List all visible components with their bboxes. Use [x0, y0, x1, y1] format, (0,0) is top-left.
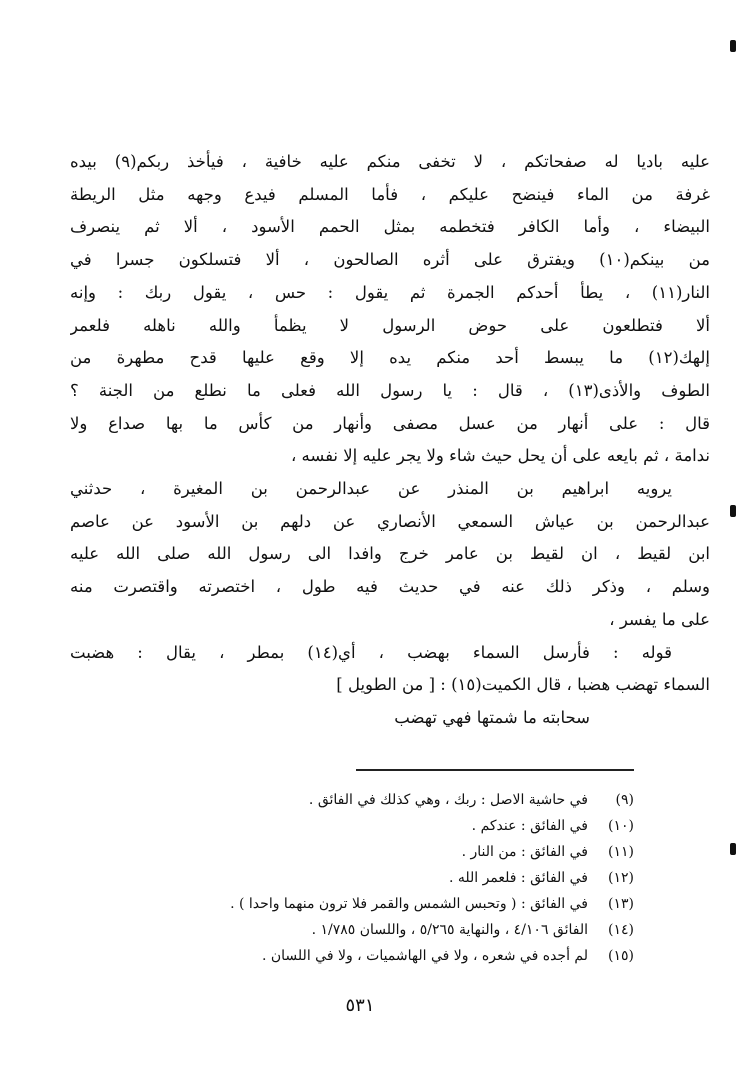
text-line: قال : على أنهار من عسل مصفى وأنهار من كأس ما بها صداع ولا	[70, 413, 710, 433]
footnote-text: في الفائق : فلعمر الله .	[448, 870, 588, 886]
footnote	[150, 787, 634, 813]
text-line: البيضاء ، وأما الكافر فتخطمه بمثل الحمم الأسود ، ألا ثم ينصرف	[70, 217, 710, 237]
footnote-text: في الفائق : من النار .	[461, 844, 588, 860]
footnote-text: في الفائق : ( وتحبس الشمس والقمر فلا ترون منهما واحدا ) .	[230, 896, 588, 912]
text-line: النار(١١) ، يطأ أحدكم الجمرة ثم يقول : حس ، يقول ربك : وإنه	[70, 282, 710, 302]
text-line: ندامة ، ثم بايعه على أن يحل حيث شاء ولا يجر عليه إلا نفسه ،	[290, 446, 710, 466]
text-line: السماء تهضب هضبا ، قال الكميت(١٥) : [ من الطويل ]	[336, 675, 710, 695]
text-line: يرويه ابراهيم بن المنذر عن عبدالرحمن بن المغيرة ، حدثني	[70, 479, 672, 499]
text-line: ألا فتطلعون على حوض الرسول لا يظمأ والله ناهله فلعمر	[70, 315, 710, 335]
footnote-number: (١٣)	[608, 896, 634, 912]
text-line: عليه باديا له صفحاتكم ، لا تخفى منكم عليه خافية ، فيأخذ ربكم(٩) بيده	[70, 152, 710, 171]
footnote-text: لم أجده في شعره ، ولا في الهاشميات ، ولا في اللسان .	[261, 948, 588, 964]
footnote-number: (١١)	[608, 844, 634, 860]
text-line: إلهك(١٢) ما يبسط أحد منكم يده إلا وقع عليها قدح مطهرة من	[70, 348, 710, 368]
text-line: على ما يفسر ،	[609, 609, 710, 629]
verse-line: سحابته ما شمتها فهي تهضب	[394, 707, 590, 727]
footnote-text: في حاشية الاصل : ربك ، وهي كذلك في الفائق .	[308, 792, 588, 808]
scan-edge-mark	[730, 40, 736, 52]
text-line: الطوف والأذى(١٣) ، قال : يا رسول الله فعلى ما نطلع من الجنة ؟	[70, 380, 710, 400]
footnote-number: (١٢)	[608, 870, 634, 886]
text-line: قوله : فأرسل السماء بهضب ، أي(١٤) بمطر ، يقال : هضبت	[70, 642, 672, 662]
scan-edge-mark	[730, 505, 736, 517]
main-text	[70, 146, 710, 735]
text-line: ابن لقيط ، ان لقيط بن عامر خرج وافدا الى رسول الله صلى الله عليه	[70, 544, 710, 564]
text-line: من بينكم(١٠) ويفترق على أثره الصالحون ، ألا فتسلكون جسرا في	[70, 250, 710, 270]
footnote	[150, 865, 634, 891]
footnote-number: (١٥)	[608, 948, 634, 964]
text-line: عبدالرحمن بن عياش السمعي الأنصاري عن دلهم بن الأسود عن عاصم	[70, 511, 710, 531]
scan-edge-mark	[730, 843, 736, 855]
footnote-text: الفائق ٤/١٠٦ ، والنهاية ٥/٢٦٥ ، واللسان ١/٧٨٥ .	[311, 922, 588, 938]
footnote-number: (٩)	[615, 792, 634, 808]
page-number: ٥٣١	[345, 995, 375, 1016]
footnote	[150, 917, 634, 943]
footnote	[150, 891, 634, 917]
footnote-separator	[356, 769, 634, 771]
text-line: وسلم ، وذكر ذلك عنه في حديث فيه طول ، اختصرته واقتصرت منه	[70, 577, 710, 597]
footnote	[150, 943, 634, 969]
footnotes	[150, 787, 634, 969]
footnote	[150, 813, 634, 839]
text-line: غرفة من الماء فينضح عليكم ، فأما المسلم فيدع وجهه مثل الريطة	[70, 184, 710, 204]
footnote	[150, 839, 634, 865]
footnote-text: في الفائق : عندكم .	[471, 818, 588, 834]
footnote-number: (١٤)	[608, 922, 634, 938]
footnote-number: (١٠)	[608, 818, 634, 834]
